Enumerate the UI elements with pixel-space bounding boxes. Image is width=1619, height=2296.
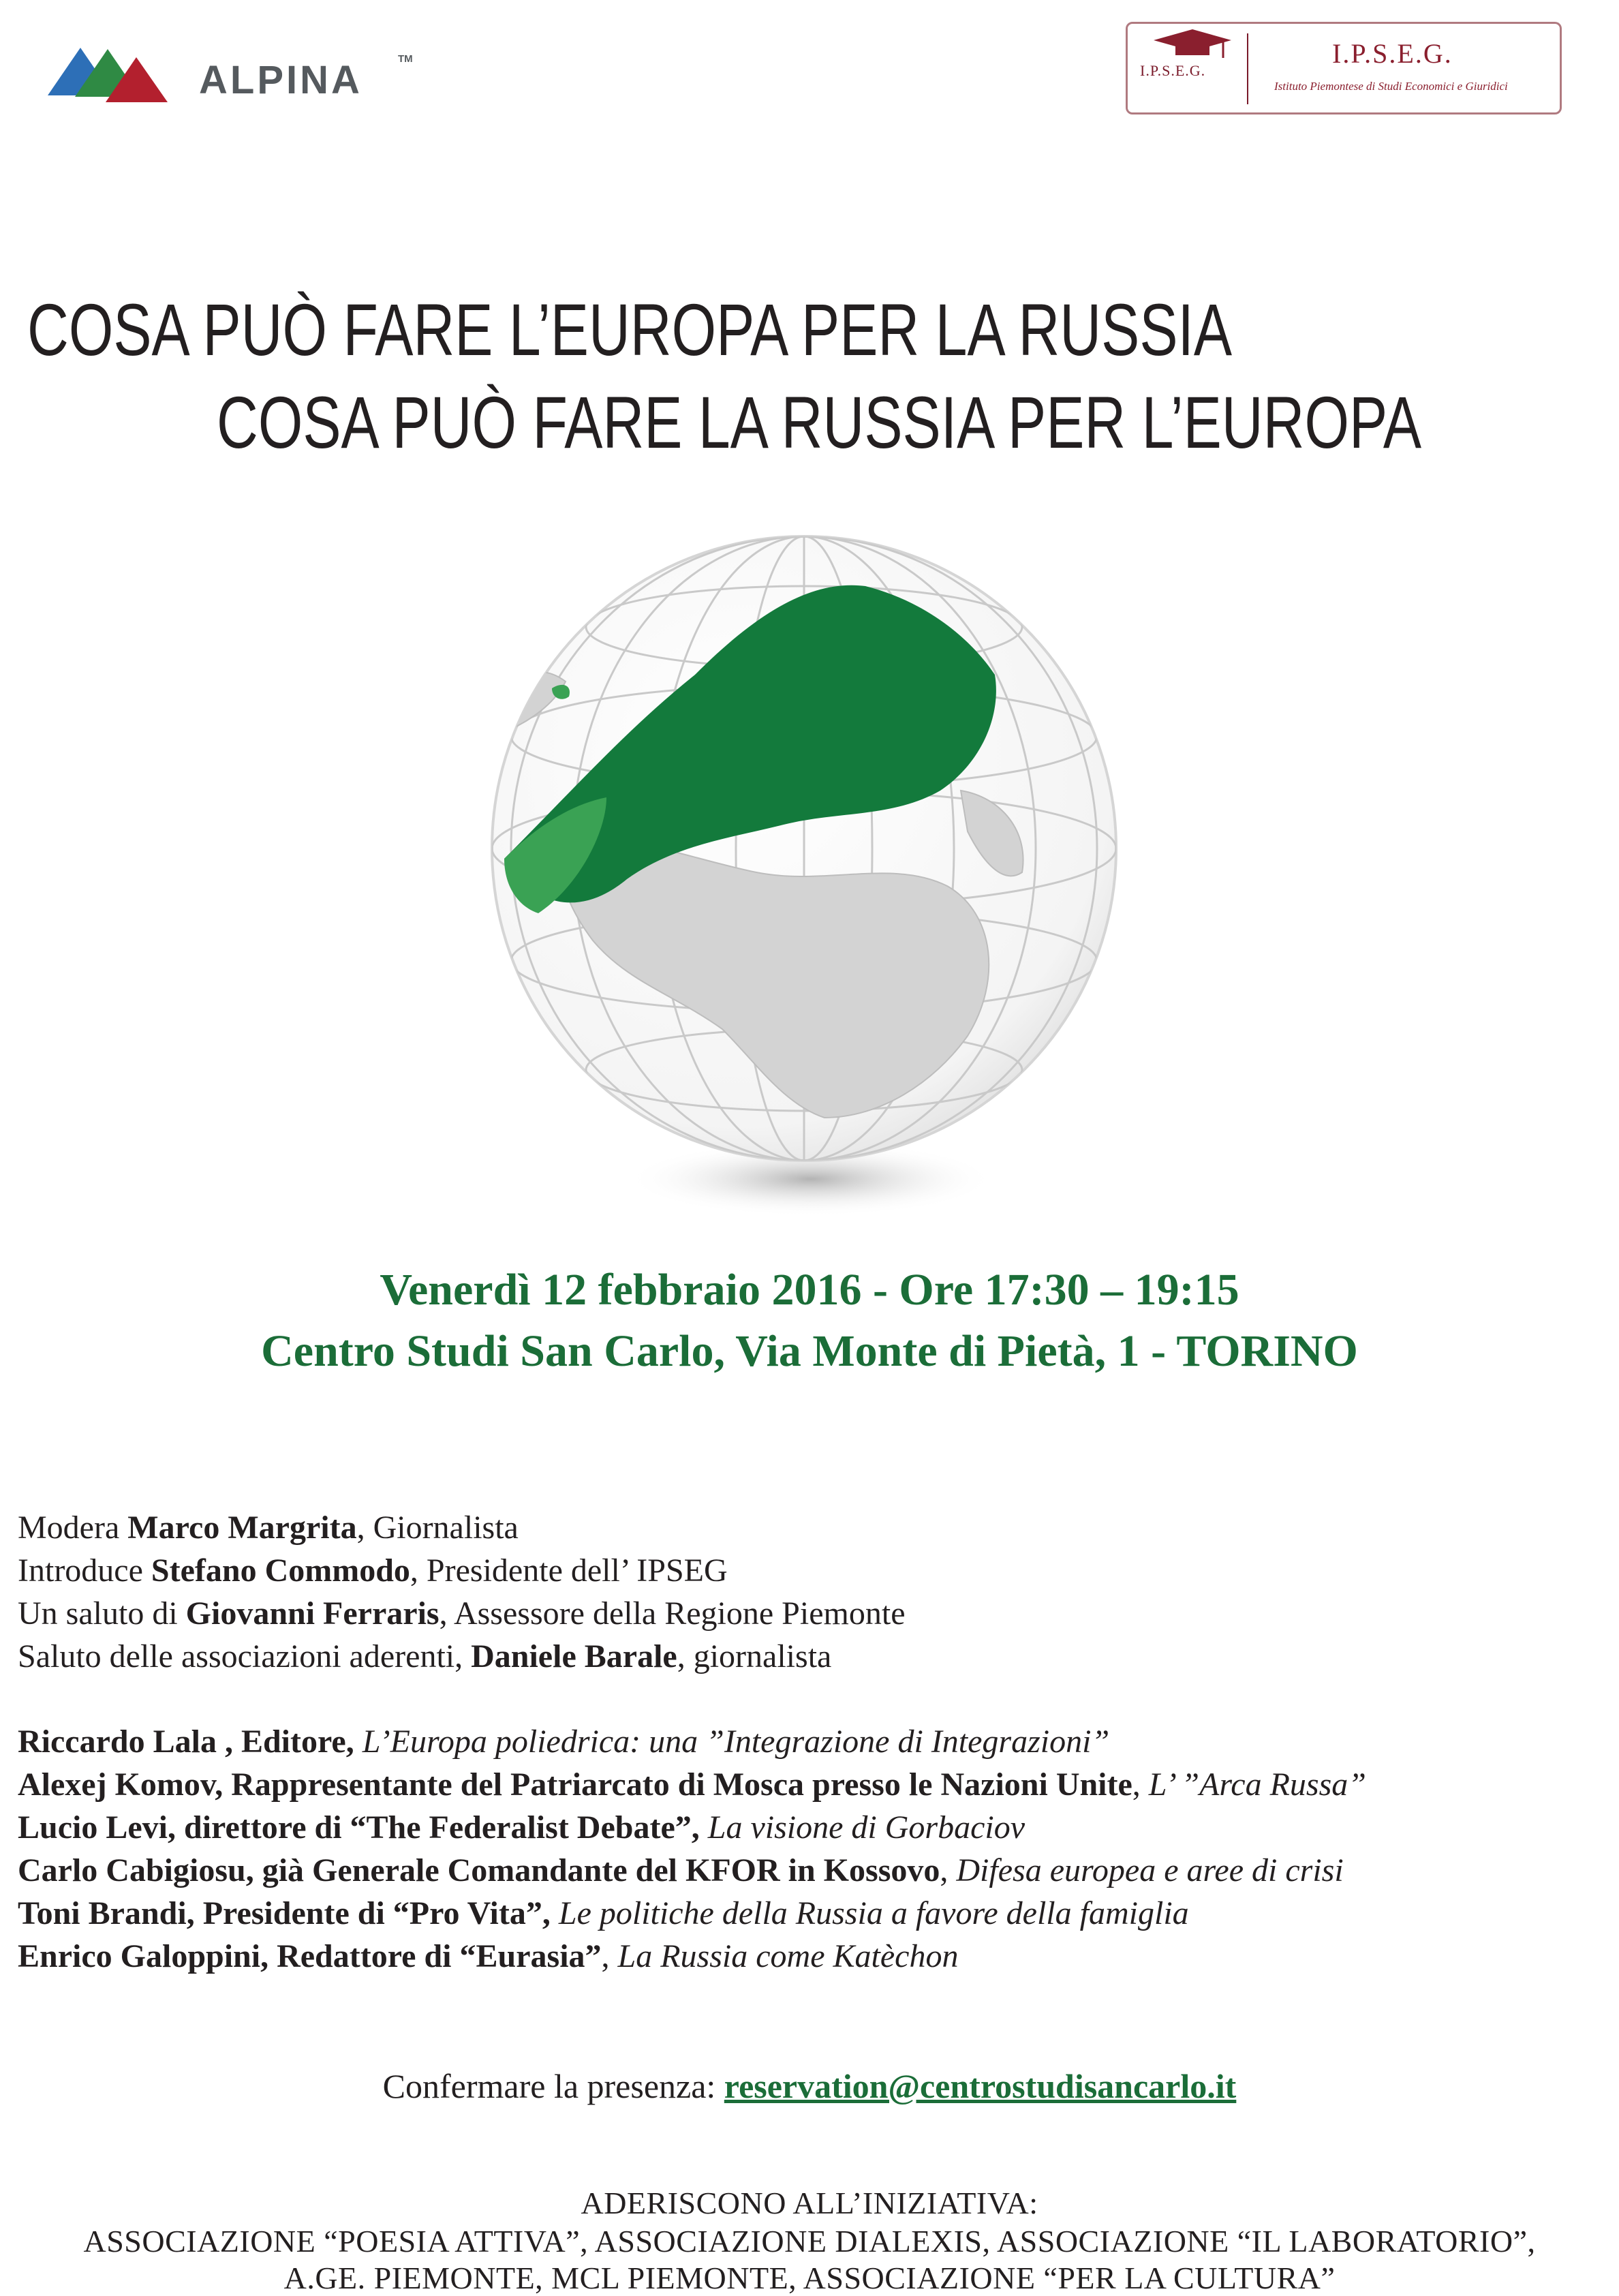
- speaker-separator: ,: [940, 1852, 957, 1888]
- speaker-name: Enrico Galoppini, Redattore di “Eurasia”: [18, 1938, 602, 1974]
- host-name: Stefano Commodo: [151, 1552, 410, 1589]
- rsvp-email-link[interactable]: reservation@centrostudisancarlo.it: [724, 2067, 1237, 2105]
- alpina-triangles-icon: [41, 20, 204, 123]
- rsvp-label: Confermare la presenza:: [382, 2067, 724, 2105]
- speaker-name: Lucio Levi, direttore di “The Federalist Debate”,: [18, 1809, 700, 1846]
- rsvp-line: [0, 2066, 1619, 2106]
- speaker-name: Carlo Cabigiosu, già Generale Comandante del KFOR in Kossovo: [18, 1852, 940, 1888]
- host-line: [18, 1552, 728, 1589]
- host-name: Daniele Barale: [471, 1638, 677, 1674]
- mortarboard-icon: [1148, 25, 1237, 66]
- alpina-trademark: TM: [398, 53, 413, 65]
- speaker-topic: L’Europa poliedrica: una ”Integrazione di Integrazioni”: [354, 1724, 1110, 1760]
- host-name: Giovanni Ferraris: [185, 1595, 440, 1632]
- globe-illustration: [402, 504, 1206, 1261]
- headline-line-2: COSA PUÒ FARE LA RUSSIA PER L’EUROPA: [217, 381, 1422, 463]
- speaker-line: [18, 1726, 1109, 1758]
- supporters-list-line-1: ASSOCIAZIONE “POESIA ATTIVA”, ASSOCIAZIONE DIALEXIS, ASSOCIAZIONE “IL LABORATORIO”,: [83, 2224, 1536, 2259]
- supporters-heading: ADERISCONO ALL’INIZIATIVA:: [581, 2186, 1038, 2220]
- speaker-topic: La visione di Gorbaciov: [699, 1809, 1026, 1846]
- speaker-line: [18, 1897, 1189, 1930]
- host-title: , giornalista: [677, 1638, 832, 1674]
- supporters-list-line-2: A.GE. PIEMONTE, MCL PIEMONTE, ASSOCIAZIONE “PER LA CULTURA”: [283, 2261, 1336, 2295]
- host-title: , Assessore della Regione Piemonte: [439, 1595, 906, 1632]
- speaker-name: Toni Brandi, Presidente di “Pro Vita”,: [18, 1895, 551, 1931]
- speaker-name: Alexej Komov, Rappresentante del Patriarcato di Mosca presso le Nazioni Unite: [18, 1766, 1132, 1803]
- alpina-logo: [41, 20, 450, 136]
- host-name: Marco Margrita: [127, 1510, 357, 1546]
- alpina-wordmark: ALPINA: [199, 58, 363, 102]
- speaker-line: [18, 1811, 1025, 1844]
- speaker-topic: Difesa europea e aree di crisi: [956, 1852, 1344, 1888]
- speaker-line: [18, 1854, 1344, 1887]
- speaker-separator: ,: [1132, 1766, 1149, 1803]
- speaker-topic: L’ ”Arca Russa”: [1148, 1766, 1366, 1803]
- ipseg-subtitle: Istituto Piemontese di Studi Economici e Giuridici: [1274, 80, 1508, 93]
- ipseg-small-label: I.P.S.E.G.: [1140, 62, 1206, 79]
- speaker-topic: La Russia come Katèchon: [617, 1938, 959, 1974]
- host-role: Saluto delle associazioni aderenti,: [18, 1638, 472, 1674]
- globe-icon: [402, 504, 1206, 1261]
- host-title: , Giornalista: [356, 1510, 519, 1546]
- host-role: Modera: [18, 1510, 128, 1546]
- host-line: [18, 1640, 831, 1673]
- ipseg-divider: [1247, 33, 1248, 104]
- host-line: [18, 1597, 906, 1630]
- ipseg-title: I.P.S.E.G.: [1332, 38, 1453, 69]
- speaker-line: [18, 1940, 958, 1973]
- speaker-separator: ,: [601, 1938, 618, 1974]
- ipseg-logo: [1126, 22, 1562, 114]
- speaker-topic: Le politiche della Russia a favore della famiglia: [550, 1895, 1189, 1931]
- host-title: , Presidente dell’ IPSEG: [410, 1552, 728, 1589]
- host-line: [18, 1512, 519, 1544]
- speaker-name: Riccardo Lala , Editore,: [18, 1724, 354, 1760]
- host-role: Introduce: [18, 1552, 151, 1589]
- speaker-line: [18, 1766, 1366, 1803]
- event-date-time: Venerdì 12 febbraio 2016 - Ore 17:30 – 19:15: [380, 1265, 1239, 1315]
- event-place: Centro Studi San Carlo, Via Monte di Pietà, 1 - TORINO: [261, 1326, 1358, 1376]
- headline-line-1: COSA PUÒ FARE L’EUROPA PER LA RUSSIA: [27, 288, 1233, 371]
- host-role: Un saluto di: [18, 1595, 186, 1632]
